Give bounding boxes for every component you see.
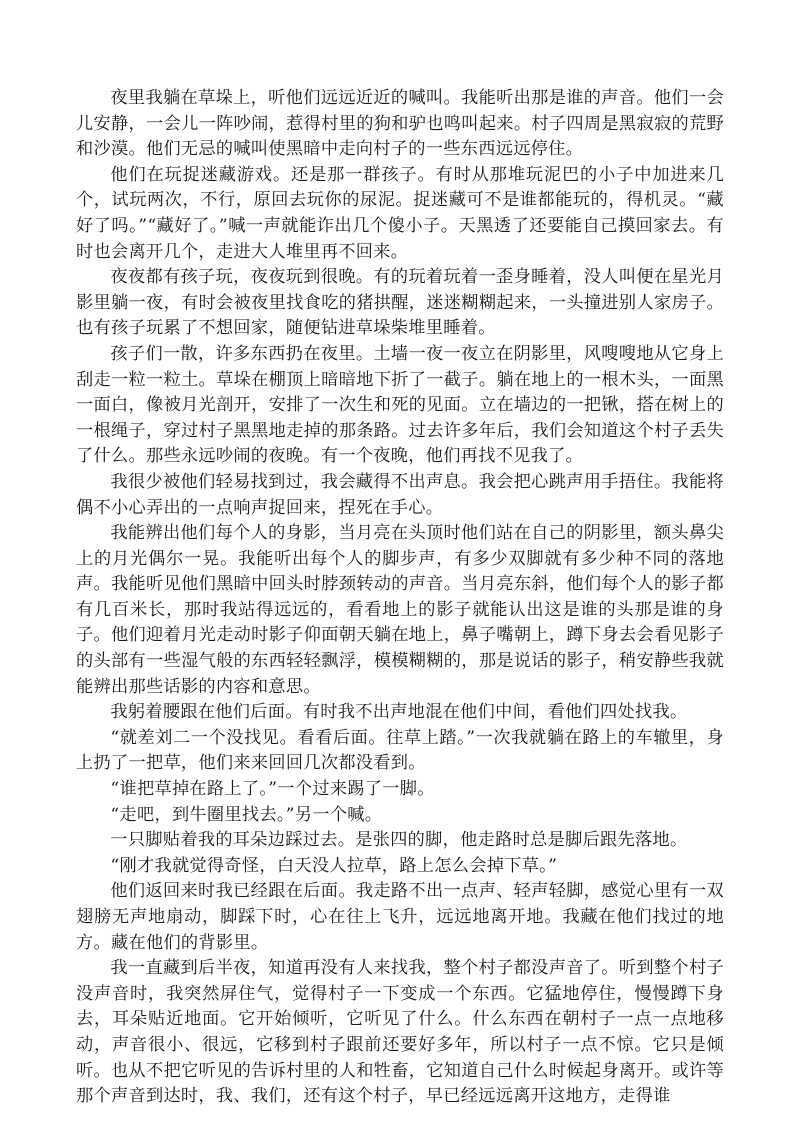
paragraph: 我能辨出他们每个人的身影，当月亮在头顶时他们站在自己的阴影里，额头鼻尖上的月光偶尔一晃。我能听出每个人的脚步声，有多少双脚就有多少种不同的落地声。我能听见他们黑暗中回头时脖颈转动的声音。当月亮东斜，他们每个人的影子都有几百米长，那时我站得远远的，看看地上的影子就能认出这是谁的头那是谁的身子。他们迎着月光走动时影子仰面朝天躺在地上，鼻子嘴朝上，蹲下身去会看见影子的头部有一些湿气般的东西轻轻飘浮，模模糊糊的，那是说话的影子，稍安静些我就能辨出那些话影的内容和意思。	[76, 523, 724, 697]
paragraph: 我躬着腰跟在他们后面。有时我不出声地混在他们中间，看他们四处找我。	[110, 702, 688, 723]
article-body	[76, 86, 724, 1110]
paragraph: 孩子们一散，许多东西扔在夜里。土墙一夜一夜立在阴影里，风嗖嗖地从它身上刮走一粒一粒土。草垛在棚顶上暗暗地下折了一截子。躺在地上的一根木头，一面黑一面白，像被月光剖开，安排了一次生和死的见面。立在墙边的一把锹，搭在树上的一根绳子，穿过村子黑黑地走掉的那条路。过去许多年后，我们会知道这个村子丢失了什么。那些永远吵闹的夜晚。有一个夜晚，他们再找不见我了。	[76, 343, 724, 467]
paragraph: “就差刘二一个没找见。看看后面。往草上踏。”一次我就躺在路上的车辙里，身上扔了一把草，他们来来回回几次都没看到。	[76, 727, 724, 774]
paragraph: 他们返回来时我已经跟在后面。我走路不出一点声、轻声轻脚，感觉心里有一双翅膀无声地扇动，脚踩下时，心在往上飞升，远远地离开地。我藏在他们找过的地方。藏在他们的背影里。	[76, 881, 724, 953]
paragraph: 夜夜都有孩子玩，夜夜玩到很晚。有的玩着玩着一歪身睡着，没人叫便在星光月影里躺一夜，有时会被夜里找食吃的猪拱醒，迷迷糊糊起来，一头撞进别人家房子。也有孩子玩累了不想回家，随便钻进草垛柴堆里睡着。	[76, 267, 724, 339]
paragraph: 夜里我躺在草垛上，听他们远远近近的喊叫。我能听出那是谁的声音。他们一会儿安静，一会儿一阵吵闹，惹得村里的狗和驴也鸣叫起来。村子四周是黑寂寂的荒野和沙漠。他们无忌的喊叫使黑暗中走向村子的一些东西远远停住。	[76, 88, 724, 160]
paragraph: 一只脚贴着我的耳朵边踩过去。是张四的脚，他走路时总是脚后跟先落地。	[110, 830, 688, 851]
paragraph: “刚才我就觉得奇怪，白天没人拉草，路上怎么会掉下草。”	[110, 855, 558, 876]
paragraph: 他们在玩捉迷藏游戏。还是那一群孩子。有时从那堆玩泥巴的小子中加进来几个，试玩两次，不行，原回去玩你的尿泥。捉迷藏可不是谁都能玩的，得机灵。“藏好了吗。”“藏好了。”喊一声就能诈出几个傻小子。天黑透了还要能自己摸回家去。有时也会离开几个，走进大人堆里再不回来。	[76, 164, 724, 262]
paragraph: 我一直藏到后半夜，知道再没有人来找我，整个村子都没声音了。听到整个村子没声音时，我突然屏住气，觉得村子一下变成一个东西。它猛地停住，慢慢蹲下身去，耳朵贴近地面。它开始倾听，它听见了什么。什么东西在朝村子一点一点地移动，声音很小、很远，它移到村子跟前还要好多年，所以村子一点不惊。它只是倾听。也从不把它听见的告诉村里的人和牲畜，它知道自己什么时候起身离开。或许等那个声音到达时，我、我们，还有这个村子，早已经远远离开这地方，走得谁	[76, 958, 724, 1107]
paragraph: “走吧，到牛圈里找去。”另一个喊。	[110, 804, 383, 825]
paragraph: “谁把草掉在路上了。”一个过来踢了一脚。	[110, 779, 435, 800]
paragraph: 我很少被他们轻易找到过，我会藏得不出声息。我会把心跳声用手捂住。我能将偶不小心弄出的一点响声捉回来，捏死在手心。	[76, 471, 724, 518]
